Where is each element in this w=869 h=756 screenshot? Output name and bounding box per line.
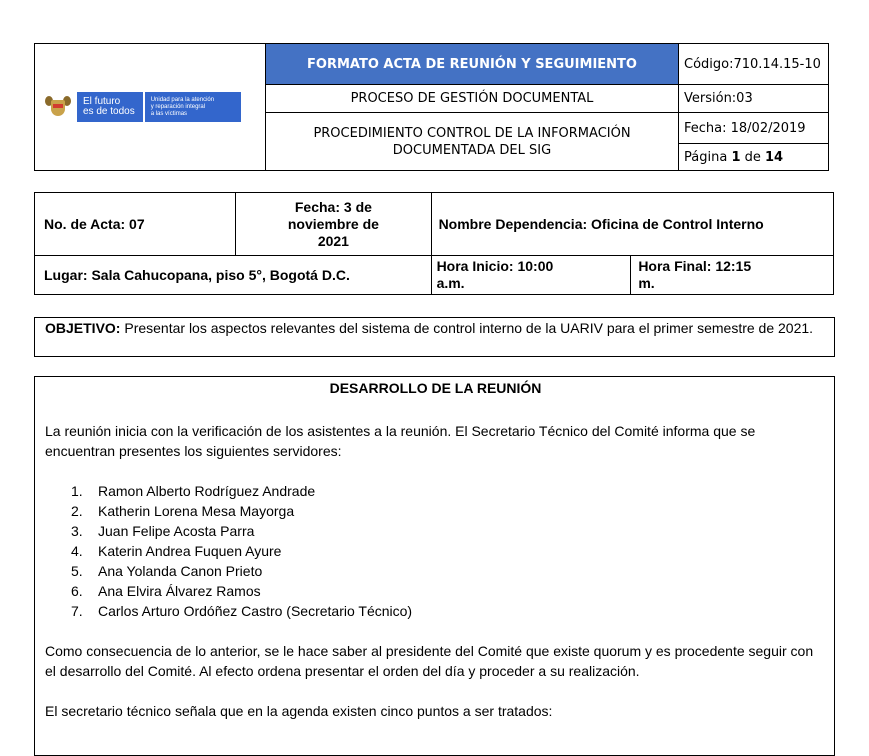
objective-label: OBJETIVO: (45, 320, 121, 336)
list-item: 4. Katerin Andrea Fuquen Ayure (71, 543, 282, 559)
dependency-name: Nombre Dependencia: Oficina de Control Interno (431, 193, 833, 256)
list-item: 3. Juan Felipe Acosta Parra (71, 523, 255, 539)
institution-logo (45, 92, 265, 122)
development-section (34, 376, 835, 756)
page-number: Página 1 de 14 (679, 144, 829, 171)
process-name: PROCESO DE GESTIÓN DOCUMENTAL (266, 85, 679, 113)
list-item: 7. Carlos Arturo Ordóñez Castro (Secretario Técnico) (71, 603, 413, 619)
list-item: 6. Ana Elvira Álvarez Ramos (71, 583, 261, 599)
list-item: 5. Ana Yolanda Canon Prieto (71, 563, 263, 579)
unit-badge: Unidad para la atención y reparación integral a las víctimas (145, 92, 241, 122)
quorum-paragraph: Como consecuencia de lo anterior, se le hace saber al presidente del Comité que existe quorum y es procedente seguir con el desarrollo del Comité. Al efecto ordena presentar el orden del día y proceder a su realización. (45, 643, 814, 679)
acta-number: No. de Acta: 07 (35, 193, 236, 256)
document-header (34, 43, 829, 171)
attendees-list (45, 481, 826, 621)
procedure-name: PROCEDIMIENTO CONTROL DE LA INFORMACIÓN DOCUMENTADA DEL SIG (266, 113, 679, 171)
meeting-place: Lugar: Sala Cahucopana, piso 5°, Bogotá D.C. (35, 256, 432, 295)
form-title: FORMATO ACTA DE REUNIÓN Y SEGUIMIENTO (266, 44, 679, 85)
brand-badge: El futuro es de todos (77, 92, 143, 122)
document-date: Fecha: 18/02/2019 (679, 113, 829, 144)
document-version: Versión:03 (679, 85, 829, 113)
coat-of-arms-icon (45, 94, 71, 120)
document-code: Código:710.14.15-10 (679, 44, 829, 85)
objective-box (34, 317, 835, 357)
list-item: 1. Ramon Alberto Rodríguez Andrade (71, 483, 316, 499)
start-time: Hora Inicio: 10:00 a.m. (431, 256, 631, 295)
meeting-info-table (34, 192, 834, 295)
intro-paragraph: La reunión inicia con la verificación de los asistentes a la reunión. El Secretario Técnico del Comité informa que se encuentran presentes los siguientes servidores: (45, 423, 756, 459)
list-item: 2. Katherin Lorena Mesa Mayorga (71, 503, 295, 519)
objective-text: Presentar los aspectos relevantes del sistema de control interno de la UARIV para el primer semestre de 2021. (124, 320, 814, 336)
logo-cell (35, 44, 266, 171)
meeting-date: Fecha: 3 de noviembre de 2021 (236, 193, 431, 256)
end-time: Hora Final: 12:15 m. (631, 256, 834, 295)
agenda-paragraph: El secretario técnico señala que en la agenda existen cinco puntos a ser tratados: (45, 703, 553, 719)
development-title: DESARROLLO DE LA REUNIÓN (329, 380, 542, 396)
